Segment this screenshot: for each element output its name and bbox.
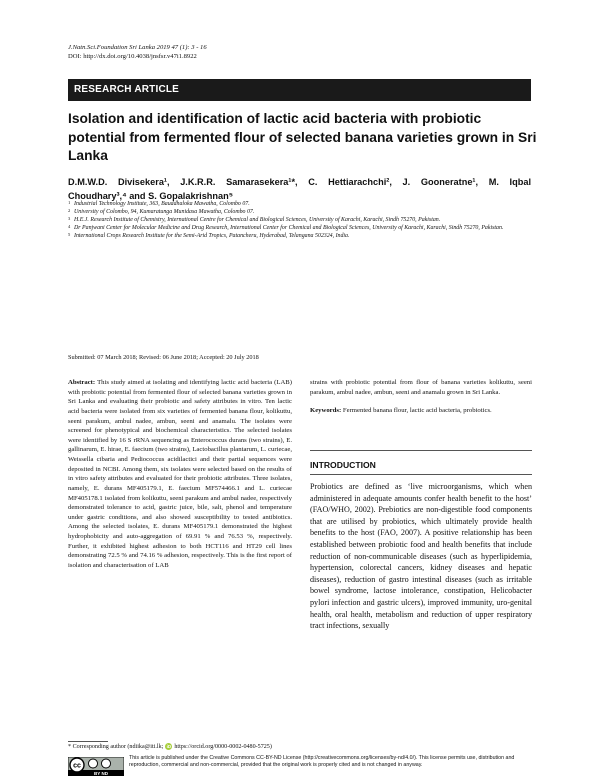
affiliation-text: University of Colombo, 94, Kumaratunga Munidasa Mawatha, Colombo 07.: [74, 209, 255, 216]
right-column: [310, 378, 532, 416]
cc-logo-text: cc: [73, 762, 81, 770]
affiliation-item: [68, 208, 531, 216]
affiliation-item: [68, 232, 531, 240]
introduction-body: [310, 481, 532, 632]
affiliation-number: 4: [68, 224, 71, 230]
article-type-label: RESEARCH ARTICLE: [74, 84, 180, 95]
corresponding-author: [68, 743, 272, 750]
author-list: [68, 176, 531, 203]
affiliation-number: 3: [68, 216, 71, 222]
affiliation-item: [68, 224, 531, 232]
keywords-paragraph: [310, 406, 532, 416]
orcid-icon: iD: [166, 744, 172, 749]
orcid-link[interactable]: https://orcid.org/0000-0002-0480-5725): [174, 743, 272, 750]
journal-citation: J.Natn.Sci.Foundation Sri Lanka 2019 47 (1): 3 - 16: [68, 44, 207, 51]
affiliation-text: Industrial Technology Institute, 363, Bauddhaloka Mawatha, Colombo 07.: [74, 201, 250, 207]
footnote-divider: [68, 741, 108, 742]
license-notice: This article is published under the Creative Commons CC-BY-ND License (http://creativecommons.org/licenses/by-nd/4.0/). This license permits use, distribution and reproduction, commercial and non-commercial, provided that the original work is properly cited and is not changed in anyway.: [129, 755, 515, 768]
authors-line-2: Choudhary³,⁴ and S. Gopalakrishnan⁵: [68, 190, 234, 201]
submission-dates: Submitted: 07 March 2018; Revised: 06 June 2018; Accepted: 20 July 2018: [68, 354, 259, 361]
abstract-paragraph: [68, 378, 292, 571]
creative-commons-badge: [68, 757, 124, 776]
abstract-continuation: strains with probiotic potential from flour of banana varieties kolikuttu, seeni parakum, ambul nadee, ambun, seeni and anamalu grown in Sri Lanka.: [310, 379, 532, 396]
cc-license-text: BY ND: [94, 770, 108, 776]
article-type-banner: [68, 79, 531, 101]
affiliation-text: Dr Panjwani Center for Molecular Medicine and Drug Research, International Center for Chemical and Biological Sciences, University of Karachi, Karachi, Sindh 75270, Pakistan.: [74, 225, 504, 232]
abstract-column: [68, 378, 292, 571]
affiliation-item: [68, 216, 531, 224]
journal-header: [68, 43, 207, 61]
introduction-paragraph: Probiotics are defined as ‘live microorganisms, which when administered in adequate amounts confer health benefit to the host’ (FAO/WHO, 2002). Prebiotics are non-digestible food components that are utilised by probiotics, which ultimately provide health benefits to the host (FAO, 2007). A positive relationship has been established between probiotic food and health benefits that include reduction of non-communicable diseases (such as hyperlipidemia, hypertension, colorectal cancers, kidney diseases and hepatic diseases), reduction of gastro intestinal diseases (such as irritable bowel syndrome, lactose intolerance, constipation, Helicobacter pylori infection and gastric ulcers), improved immunity, uro-genital health, oral health, metabolism and reduction of upper respiratory tract infections, sexually: [310, 482, 532, 631]
section-divider-bottom: [310, 474, 532, 475]
abstract-text: This study aimed at isolating and identifying lactic acid bacteria (LAB) with probiotic potential from fermented flour of selected banana varieties grown in Sri Lanka and evaluating their probiotic and safety attributes in vitro. Ten lactic acid bacteria were isolated from six varieties of fermented banana flour, kolikuttu, seeni parakum, ambul nadee, ambun, seeni and anamalu. The isolates were screened for phenotypical and biochemical characteristics. The selected isolates were identified by 16 S rRNA sequencing as Enterococcus durans (two strains), E. gallinarum, E. hirae, E. faecium (two strains), Lactobacillus plantarum, L. curiecae, Weissella cibaria and Pediococcus acidilactici and their partial sequences were deposited in NCBI. Among them, six isolates were selected based on the results of in vitro safety attributes and evaluated for their probiotic attributes. Three isolates, namely, E. durans MF405179.1, E. faecium MF574466.1 and L. curiecae MF405178.1 isolated from kolikuttu, seeni parakum and ambul nadee, respectively demonstrated tolerance to acid, gastric juice, bile, salt, phenol and temperature under gastric conditions, and also showed susceptibility to tested antibiotics. Among the selected isolates, E. durans MF405179.1 demonstrated the highest hydrophobicity and auto-aggregation of 69.91 % and 76.53 %, respectively. Further, it exhibited highest adhesion to both HCT116 and HT29 cell lines demonstrating 72.5 % and 74.16 % adhesion, respectively. This is the first report of isolation and characterisation of LAB: [68, 379, 292, 569]
doi-link[interactable]: DOI: http://dx.doi.org/10.4038/jnsfsr.v47i1.8922: [68, 53, 197, 60]
section-divider-top: [310, 450, 532, 451]
abstract-label: Abstract:: [68, 379, 96, 386]
affiliation-number: 2: [68, 208, 71, 214]
corresponding-text: * Corresponding author (ndiika@iti.lk;: [68, 743, 164, 750]
affiliation-text: H.E.J. Research Institute of Chemistry, International Centre for Chemical and Biological Sciences, University of Karachi, Karachi, Sindh 75270, Pakistan.: [74, 217, 441, 224]
keywords-label: Keywords:: [310, 407, 342, 415]
article-title: Isolation and identification of lactic acid bacteria with probiotic potential from fermented flour of selected banana varieties grown in Sri Lanka: [68, 111, 537, 163]
keywords-text: Fermented banana flour, lactic acid bacteria, probiotics.: [342, 407, 492, 415]
affiliation-list: [68, 200, 531, 240]
affiliation-text: International Crops Research Institute for the Semi-Arid Tropics, Patancheru, Hyderabad, Telangana 502324, India.: [74, 233, 350, 240]
affiliation-number: 5: [68, 232, 71, 238]
affiliation-number: 1: [68, 200, 71, 205]
introduction-heading: INTRODUCTION: [310, 460, 376, 470]
affiliation-item: [68, 200, 531, 208]
authors-line-1: D.M.W.D. Divisekera¹, J.K.R.R. Samarasekera¹*, C. Hettiarachchi², J. Gooneratne¹, M. Iqbal: [68, 177, 531, 187]
